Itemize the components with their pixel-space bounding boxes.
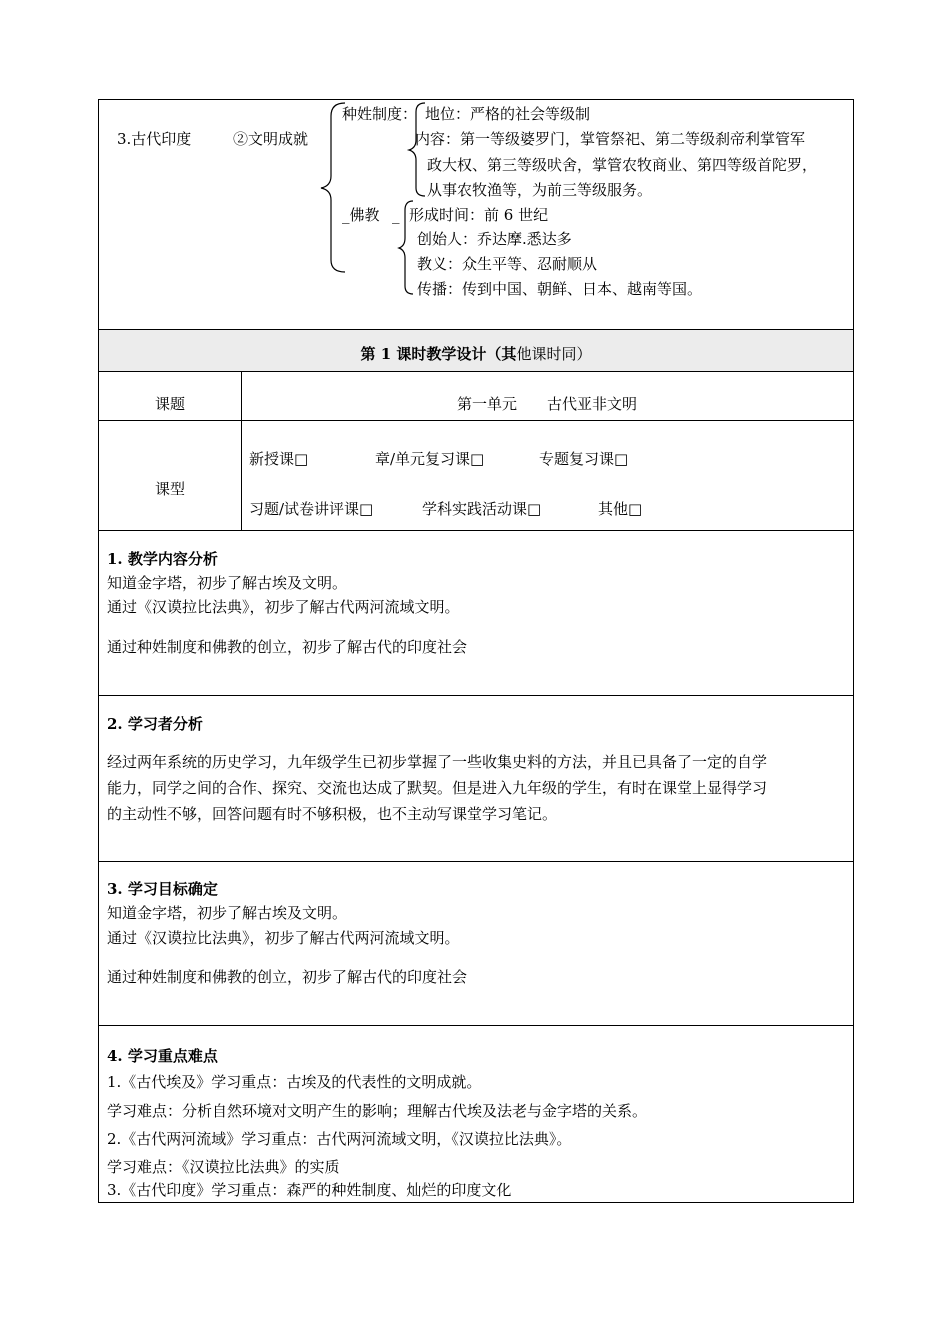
section-line: 经过两年系统的历史学习，九年级学生已初步掌握了一些收集史料的方法，并且已具备了一定的自学 [107, 753, 768, 771]
lesson-type-other[interactable]: 其他□ [598, 500, 643, 518]
lesson-type-label: 课型 [154, 480, 185, 498]
caste-status: 地位：严格的社会等级制 [425, 105, 591, 123]
buddhism-label: _佛教 [342, 206, 380, 224]
lesson-type-exercise-review[interactable]: 习题/试卷讲评课□ [249, 500, 374, 518]
buddhism-line: 传播：传到中国、朝鲜、日本、越南等国。 [417, 280, 703, 298]
lesson-type-practice[interactable]: 学科实践活动课□ [422, 500, 542, 518]
section-heading: 4. 学习重点难点 [107, 1047, 218, 1065]
caste-label: 种姓制度： [342, 105, 418, 123]
section-line: 能力，同学之间的合作、探究、交流也达成了默契。但是进入九年级的学生，有时在课堂上显得学习 [107, 779, 768, 797]
section-line: 1.《古代埃及》学习重点：古埃及的代表性的文明成就。 [107, 1073, 482, 1091]
buddhism-dash: _ [392, 206, 400, 224]
lesson-type-topic-review[interactable]: 专题复习课□ [539, 450, 629, 468]
buddhism-line: 形成时间：前 6 世纪 [409, 206, 549, 224]
section-line: 知道金字塔，初步了解古埃及文明。 [107, 904, 348, 922]
section-heading: 1. 教学内容分析 [107, 550, 218, 568]
section-line: 通过种姓制度和佛教的创立，初步了解古代的印度社会 [107, 638, 468, 656]
buddhism-line: 创始人：乔达摩.悉达多 [417, 230, 572, 248]
section-line: 的主动性不够，回答问题有时不够积极，也不主动写课堂学习笔记。 [107, 805, 558, 823]
section-line: 通过《汉谟拉比法典》，初步了解古代两河流域文明。 [107, 598, 460, 616]
section-line: 通过《汉谟拉比法典》，初步了解古代两河流域文明。 [107, 929, 460, 947]
document-table [98, 99, 854, 1203]
caste-content-line: 政大权、第三等级吠舍，掌管农牧商业、第四等级首陀罗， [427, 156, 818, 174]
caste-content-line: 从事农牧渔等，为前三等级服务。 [427, 181, 653, 199]
section-heading: 2. 学习者分析 [107, 715, 203, 733]
design-header-title: 第 1 课时教学设计（其他课时同） [360, 345, 592, 363]
section-line: 2.《古代两河流域》学习重点：古代两河流域文明，《汉谟拉比法典》。 [107, 1130, 572, 1148]
lesson-type-new[interactable]: 新授课□ [249, 450, 309, 468]
caste-content-line: 内容：第一等级婆罗门，掌管祭祀、第二等级刹帝利掌管军 [415, 130, 806, 148]
unit-label: 3.古代印度 [117, 130, 192, 148]
lesson-title-value: 第一单元 古代亚非文明 [456, 395, 637, 413]
section-line: 学习难点：《汉谟拉比法典》的实质 [107, 1158, 340, 1176]
section-line: 知道金字塔，初步了解古埃及文明。 [107, 574, 348, 592]
section-line: 3.《古代印度》学习重点：森严的种姓制度、灿烂的印度文化 [107, 1181, 512, 1199]
section-heading: 3. 学习目标确定 [107, 880, 218, 898]
caste-brace [407, 102, 427, 198]
outline-brace-large [319, 102, 349, 274]
lesson-title-label: 课题 [154, 395, 185, 413]
subtopic-label: ②文明成就 [233, 130, 309, 148]
buddhism-line: 教义：众生平等、忍耐顺从 [417, 255, 598, 273]
section-line: 通过种姓制度和佛教的创立，初步了解古代的印度社会 [107, 968, 468, 986]
section-line: 学习难点：分析自然环境对文明产生的影响；理解古代埃及法老与金字塔的关系。 [107, 1102, 648, 1120]
lesson-type-unit-review[interactable]: 章/单元复习课□ [375, 450, 485, 468]
